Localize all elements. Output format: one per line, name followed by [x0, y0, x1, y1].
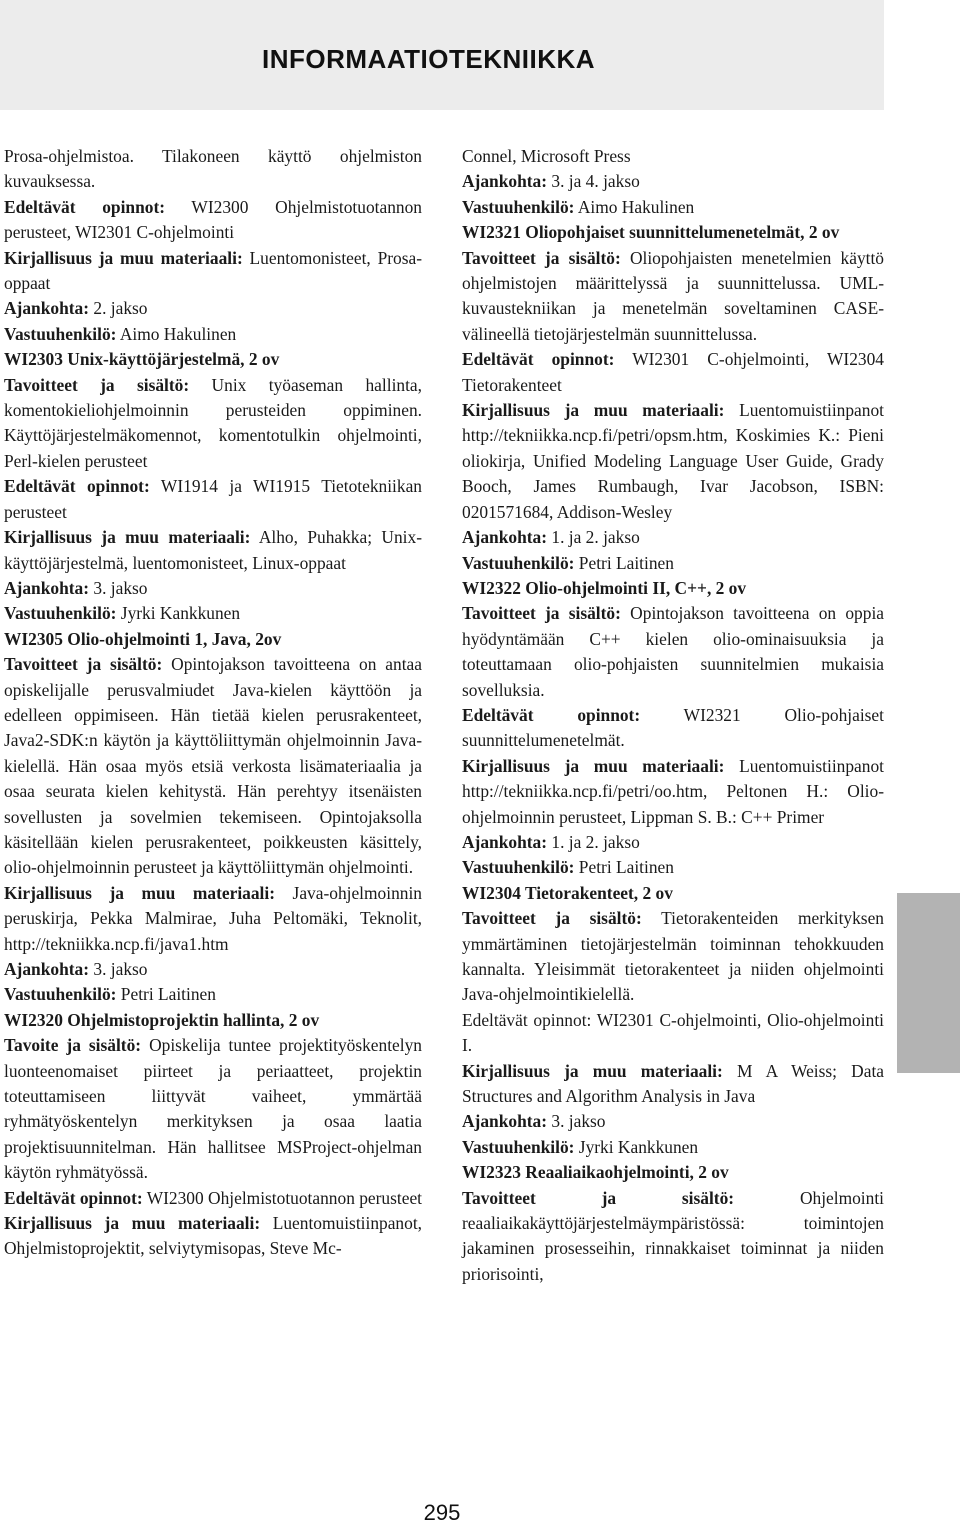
literature: Kirjallisuus ja muu materiaali: Luentomonisteet, Prosa-oppaat [4, 247, 423, 294]
course-heading: WI2323 Reaaliaikaohjelmointi, 2 ov [462, 1162, 729, 1183]
course-wi2304 [462, 881, 884, 1160]
course-continuation [4, 144, 422, 347]
responsible-person: Vastuuhenkilö: Aimo Hakulinen [462, 196, 695, 217]
responsible-person: Vastuuhenkilö: Aimo Hakulinen [4, 323, 237, 344]
responsible-person: Vastuuhenkilö: Petri Laitinen [462, 857, 674, 878]
course-wi2320 [4, 1008, 422, 1262]
course-wi2320-continued [462, 144, 884, 220]
goals-content: Tavoitteet ja sisältö: Unix työaseman hallinta, komentokieliohjelmoinnin perusteiden oppiminen. Käyttöjärjestelmäkomennot, komentotulkin ohjelmointi, Perl-kielen perusteet [4, 374, 422, 471]
side-thumb-tab [897, 893, 960, 1073]
timing: Ajankohta: 1. ja 2. jakso [462, 831, 640, 852]
timing: Ajankohta: 1. ja 2. jakso [462, 527, 640, 548]
prerequisites: Edeltävät opinnot: WI2301 C-ohjelmointi, WI2304 Tietorakenteet [462, 349, 884, 395]
literature: Kirjallisuus ja muu materiaali: Luentomuistiinpanot, Ohjelmistoprojektit, selviytymisopas, Steve Mc- [4, 1213, 422, 1259]
course-heading: WI2322 Olio-ohjelmointi II, C++, 2 ov [462, 577, 747, 598]
timing: Ajankohta: 3. ja 4. jakso [462, 171, 640, 192]
course-wi2323 [462, 1160, 884, 1287]
goals-content: Tavoitteet ja sisältö: Ohjelmointi reaaliaikakäyttöjärjestelmäympäristössä: toimintojen jakaminen prosesseihin, rinnakkaiset toiminnat ja niiden priorisointi, [462, 1187, 884, 1284]
responsible-person: Vastuuhenkilö: Petri Laitinen [462, 552, 674, 573]
goals-content: Tavoitteet ja sisältö: Tietorakenteiden merkityksen ymmärtäminen tietojärjestelmän toiminnan tehokkuuden kannalta. Yleisimmät tietorakenteet ja niiden ohjelmointi Java-ohjelmointikielellä. [462, 908, 884, 1005]
prerequisites: Edeltävät opinnot: WI2321 Olio-pohjaiset suunnittelumenetelmät. [462, 704, 884, 751]
goals-content: Tavoitteet ja sisältö: Opintojakson tavoitteena on antaa opiskelijalle perusvalmiudet Java-kielen käyttöön ja edelleen oppimiseen. Hän tietää kielen perusrakenteet, Java2-SDK:n käytön ja käyttöliittymän ohjelmoinnin Java-kielellä. Hän osaa myös etsiä verkosta lisämateriaalia ja osaa seurata kielen kehitystä. Hän perehtyy itsenäisten sovellusten ja sovelmien tekemiseen. Opintojaksolla käsitellään kielen perusrakenteet, poikkeusten käsittely, olio-ohjelmoinnin perusteet ja käyttöliittymän ohjelmointi. [4, 654, 422, 878]
goals-content: Tavoitteet ja sisältö: Oliopohjaisten menetelmien käyttö ohjelmistojen määrittelyssä ja suunnittelussa. UML-kuvaustekniikan ja menetelmän soveltaminen CASE-välineellä tietojärjestelmän suunnittelussa. [462, 247, 884, 344]
course-wi2322 [462, 576, 884, 881]
prerequisites: Edeltävät opinnot: WI1914 ja WI1915 Tietotekniikan perusteet [4, 476, 422, 522]
intro-text: Prosa-ohjelmistoa. Tilakoneen käyttö ohjelmiston kuvauksessa. [4, 146, 422, 192]
course-heading: WI2303 Unix-käyttöjärjestelmä, 2 ov [4, 349, 280, 370]
chapter-title: INFORMAATIOTEKNIIKKA [262, 44, 596, 74]
responsible-person: Vastuuhenkilö: Jyrki Kankkunen [462, 1136, 699, 1157]
right-column [462, 144, 884, 1287]
literature: Kirjallisuus ja muu materiaali: Java-ohjelmoinnin peruskirja, Pekka Malmirae, Juha Peltomäki, Teknolit, http://tekniikka.ncp.fi/java1.htm [4, 882, 422, 954]
course-heading: WI2321 Oliopohjaiset suunnittelumenetelmät, 2 ov [462, 222, 840, 243]
prerequisites: Edeltävät opinnot: WI2301 C-ohjelmointi, Olio-ohjelmointi I. [462, 1009, 884, 1056]
chapter-header [0, 0, 884, 110]
timing: Ajankohta: 3. jakso [4, 577, 148, 598]
literature: Kirjallisuus ja muu materiaali: Luentomuistiinpanot http://tekniikka.ncp.fi/petri/oo.htm, Peltonen H.: Olio-ohjelmoinnin perusteet, Lippman S. B.: C++ Primer [462, 755, 884, 827]
goals-content: Tavoitteet ja sisältö: Opintojakson tavoitteena on oppia hyödyntämään C++ kielen olio-ominaisuuksia ja toteuttamaan olio-pohjaisten suunnitelmien mukaisia sovelluksia. [462, 603, 884, 700]
goals-content: Tavoite ja sisältö: Opiskelija tuntee projektityöskentelyn luonteenomaiset piirteet ja periaatteet, projektin toteuttamiseen liittyvät vaiheet, ymmärtää ryhmätyöskentelyn merkityksen ja osaa laatia projektisuunnitelman. Hän hallitsee MSProject-ohjelman käytön ryhmätyössä. [4, 1035, 422, 1183]
course-wi2305 [4, 627, 422, 1008]
course-wi2321 [462, 220, 884, 576]
literature: Kirjallisuus ja muu materiaali: Alho, Puhakka; Unix-käyttöjärjestelmä, luentomonisteet, Linux-oppaat [4, 527, 422, 573]
prerequisites: Edeltävät opinnot: WI2300 Ohjelmistotuotannon perusteet [4, 1187, 423, 1208]
course-heading: WI2320 Ohjelmistoprojektin hallinta, 2 ov [4, 1009, 320, 1030]
prerequisites: Edeltävät opinnot: WI2300 Ohjelmistotuotannon perusteet, WI2301 C-ohjelmointi [4, 196, 422, 243]
responsible-person: Vastuuhenkilö: Jyrki Kankkunen [4, 603, 241, 624]
responsible-person: Vastuuhenkilö: Petri Laitinen [4, 984, 216, 1005]
page-number: 295 [423, 1500, 461, 1525]
course-heading: WI2304 Tietorakenteet, 2 ov [462, 882, 673, 903]
timing: Ajankohta: 2. jakso [4, 298, 148, 319]
course-wi2303 [4, 347, 422, 626]
timing: Ajankohta: 3. jakso [4, 959, 148, 979]
literature-continued: Connel, Microsoft Press [462, 146, 631, 166]
literature: Kirjallisuus ja muu materiaali: Luentomuistiinpanot http://tekniikka.ncp.fi/petri/opsm.htm, Koskimies K.: Pieni oliokirja, Unified Modeling Language User Guide, Grady Booch, James Rumbaugh, Ivar Jacobson, ISBN: 0201571684, Addison-Wesley [462, 400, 884, 522]
timing: Ajankohta: 3. jakso [462, 1111, 606, 1132]
course-heading: WI2305 Olio-ohjelmointi 1, Java, 2ov [4, 628, 282, 649]
literature: Kirjallisuus ja muu materiaali: M A Weiss; Data Structures and Algorithm Analysis in Java [462, 1060, 884, 1107]
left-column [4, 144, 422, 1262]
